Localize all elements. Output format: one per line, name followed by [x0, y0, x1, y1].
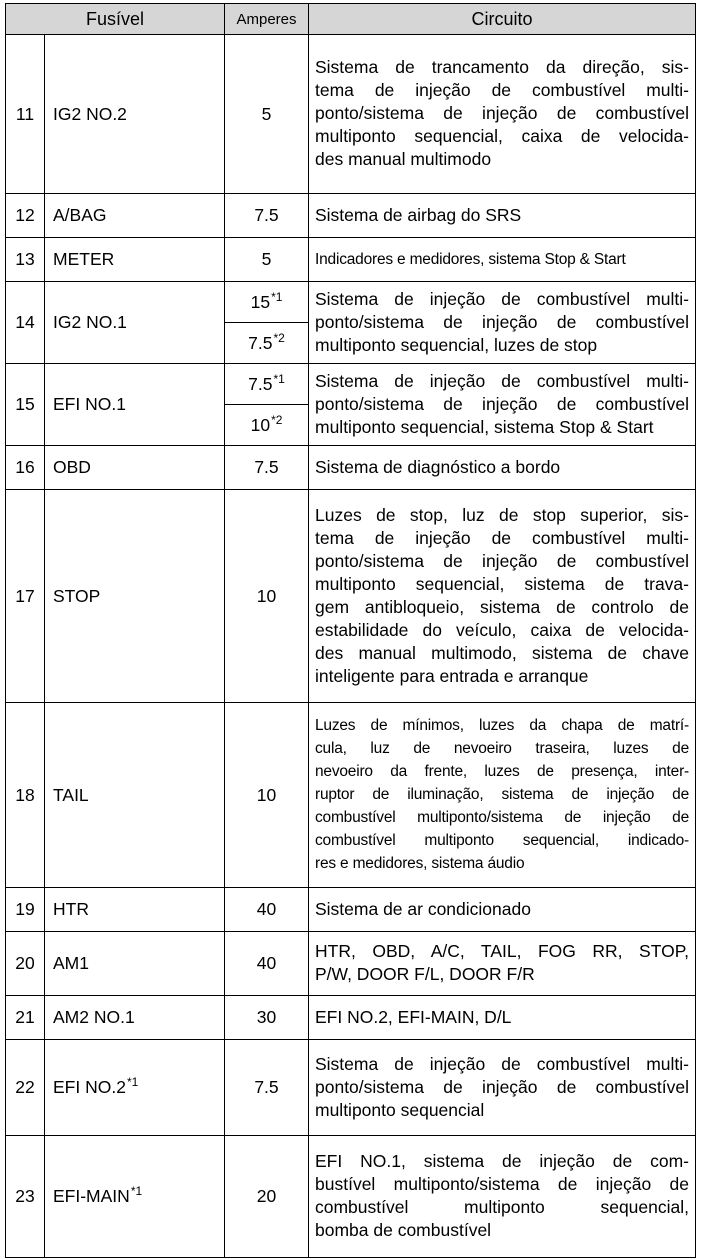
table-row [6, 703, 696, 888]
circuit-line: EFI NO.1, sistema de injeção de com- [315, 1151, 689, 1171]
fuse-circuit [309, 238, 696, 282]
fuse-number: 11 [6, 35, 45, 194]
circuit-line: Sistema de airbag do SRS [315, 204, 522, 225]
footnote-marker: *1 [130, 1184, 143, 1199]
circuit-line: ponto/sistema de injeção de combustível [315, 311, 689, 332]
fuse-circuit [309, 1136, 696, 1258]
fuse-amperes: 10 [225, 490, 309, 703]
circuit-line: ruptor de iluminação, sistema de injeção de [315, 786, 689, 803]
fuse-name-text: EFI-MAIN [53, 1186, 130, 1206]
fuse-circuit [309, 35, 696, 194]
circuit-line: ponto/sistema de injeção de combustível [315, 103, 689, 123]
amperes-value: 10 [250, 414, 271, 435]
circuit-line: res e medidores, sistema áudio [315, 855, 525, 872]
fuse-amperes: 7.5 [225, 1040, 309, 1136]
circuit-line: Sistema de injeção de combustível multi- [315, 370, 689, 391]
fuse-name: IG2 NO.1 [45, 282, 225, 364]
circuit-line: ponto/sistema de injeção de combustível [315, 393, 689, 414]
table-row [6, 1040, 696, 1136]
fuse-name: STOP [45, 490, 225, 703]
fuse-number: 20 [6, 932, 45, 996]
fuse-circuit [309, 932, 696, 996]
fuse-name: IG2 NO.2 [45, 35, 225, 194]
fuse-amperes: 20 [225, 1136, 309, 1258]
fuse-name: OBD [45, 446, 225, 490]
footnote-marker: *2 [273, 330, 285, 345]
fuse-amperes: 40 [225, 888, 309, 932]
circuit-line: Sistema de trancamento da direção, sis- [315, 57, 689, 77]
footnote-marker: *2 [271, 412, 283, 427]
fuse-name: HTR [45, 888, 225, 932]
circuit-line: tema de injeção de combustível multi- [315, 527, 689, 548]
circuit-line: multiponto sequencial, luzes de stop [315, 334, 598, 355]
fuse-number: 22 [6, 1040, 45, 1136]
circuit-line: bomba de combustível [315, 1220, 492, 1240]
fuse-name: A/BAG [45, 194, 225, 238]
circuit-line: bustível multiponto/sistema de injeção de [315, 1174, 689, 1194]
fuse-amperes: 7.5 [225, 446, 309, 490]
fuse-amperes: 5 [225, 35, 309, 194]
circuit-line: P/W, DOOR F/L, DOOR F/R [315, 964, 535, 984]
table-row [6, 490, 696, 703]
circuit-line: nevoeiro da frente, luzes de presença, inter- [315, 763, 689, 780]
circuit-line: multiponto sequencial, sistema de trava- [315, 573, 689, 594]
table-row [6, 1136, 696, 1258]
circuit-line: multiponto sequencial [315, 1099, 485, 1120]
fuse-number: 15 [6, 364, 45, 446]
fuse-circuit [309, 996, 696, 1040]
fuse-amperes: 5 [225, 238, 309, 282]
circuit-line: EFI NO.2, EFI-MAIN, D/L [315, 1006, 512, 1027]
table-row [6, 194, 696, 238]
fuse-number: 23 [6, 1136, 45, 1258]
fuse-circuit [309, 194, 696, 238]
fuse-amperes: 7.5 [225, 194, 309, 238]
footnote-marker: *1 [271, 289, 283, 304]
fuse-number: 19 [6, 888, 45, 932]
footnote-marker: *1 [126, 1075, 139, 1090]
circuit-line: inteligente para entrada e arranque [315, 665, 589, 686]
fuse-number: 12 [6, 194, 45, 238]
circuit-line: ponto/sistema de injeção de combustível [315, 1076, 689, 1097]
amperes-value: 7.5 [248, 332, 273, 353]
circuit-line: combustível multiponto sequencial, [315, 1197, 689, 1217]
circuit-line: des manual multimodo [315, 149, 492, 169]
fuse-name-text: EFI NO.2 [53, 1077, 126, 1097]
table-row [6, 364, 696, 405]
circuit-line: estabilidade do veículo, caixa de velocida- [315, 619, 689, 640]
circuit-line: Sistema de injeção de combustível multi- [315, 288, 689, 309]
table-row [6, 238, 696, 282]
circuit-line: gem antibloqueio, sistema de controlo de [315, 596, 689, 617]
fuse-amperes [225, 282, 309, 323]
table-row [6, 996, 696, 1040]
circuit-line: combustível multiponto/sistema de injeção de [315, 809, 689, 826]
header-fuse: Fusível [6, 4, 225, 35]
fuse-number: 21 [6, 996, 45, 1040]
table-row [6, 932, 696, 996]
table-row [6, 446, 696, 490]
circuit-line: Luzes de mínimos, luzes da chapa de matrí- [315, 717, 689, 734]
fuse-amperes [225, 405, 309, 446]
circuit-line: combustível multiponto sequencial, indicado- [315, 832, 689, 849]
fuse-name: AM1 [45, 932, 225, 996]
circuit-line: multiponto sequencial, sistema Stop & Start [315, 416, 654, 437]
circuit-line: multiponto sequencial, caixa de velocida- [315, 126, 689, 146]
circuit-line: ponto/sistema de injeção de combustível [315, 550, 689, 571]
fuse-circuit [309, 703, 696, 888]
fuse-name: METER [45, 238, 225, 282]
fuse-circuit [309, 888, 696, 932]
table-row [6, 282, 696, 323]
circuit-line: cula, luz de nevoeiro traseira, luzes de [315, 740, 689, 757]
fuse-name [45, 1136, 225, 1258]
circuit-line: Indicadores e medidores, sistema Stop & Start [315, 250, 626, 268]
fuse-amperes: 40 [225, 932, 309, 996]
fuse-circuit [309, 282, 696, 364]
fuse-circuit [309, 1040, 696, 1136]
fuse-circuit [309, 364, 696, 446]
header-amperes: Amperes [225, 4, 309, 35]
fuse-amperes: 10 [225, 703, 309, 888]
fuse-amperes [225, 364, 309, 405]
table-body [6, 35, 696, 1258]
fuse-amperes [225, 323, 309, 364]
fuse-name: TAIL [45, 703, 225, 888]
table-row [6, 888, 696, 932]
fuse-number: 16 [6, 446, 45, 490]
circuit-line: Luzes de stop, luz de stop superior, sis- [315, 504, 689, 525]
circuit-line: HTR, OBD, A/C, TAIL, FOG RR, STOP, [315, 941, 689, 961]
fuse-name: EFI NO.1 [45, 364, 225, 446]
circuit-line: Sistema de diagnóstico a bordo [315, 456, 561, 477]
footnote-marker: *1 [273, 371, 285, 386]
fuse-circuit [309, 446, 696, 490]
fuse-amperes: 30 [225, 996, 309, 1040]
fuse-name: AM2 NO.1 [45, 996, 225, 1040]
fuse-number: 18 [6, 703, 45, 888]
header-circuit: Circuito [309, 4, 696, 35]
fuse-circuit [309, 490, 696, 703]
fuse-table [5, 3, 696, 1258]
circuit-line: des manual multimodo, sistema de chave [315, 642, 689, 663]
amperes-value: 15 [250, 291, 271, 312]
fuse-number: 13 [6, 238, 45, 282]
fuse-number: 17 [6, 490, 45, 703]
circuit-line: tema de injeção de combustível multi- [315, 80, 689, 100]
circuit-line: Sistema de injeção de combustível multi- [315, 1053, 689, 1074]
fuse-number: 14 [6, 282, 45, 364]
table-row [6, 35, 696, 194]
table-header-row [6, 4, 696, 35]
amperes-value: 7.5 [248, 373, 273, 394]
circuit-line: Sistema de ar condicionado [315, 898, 531, 919]
fuse-name [45, 1040, 225, 1136]
